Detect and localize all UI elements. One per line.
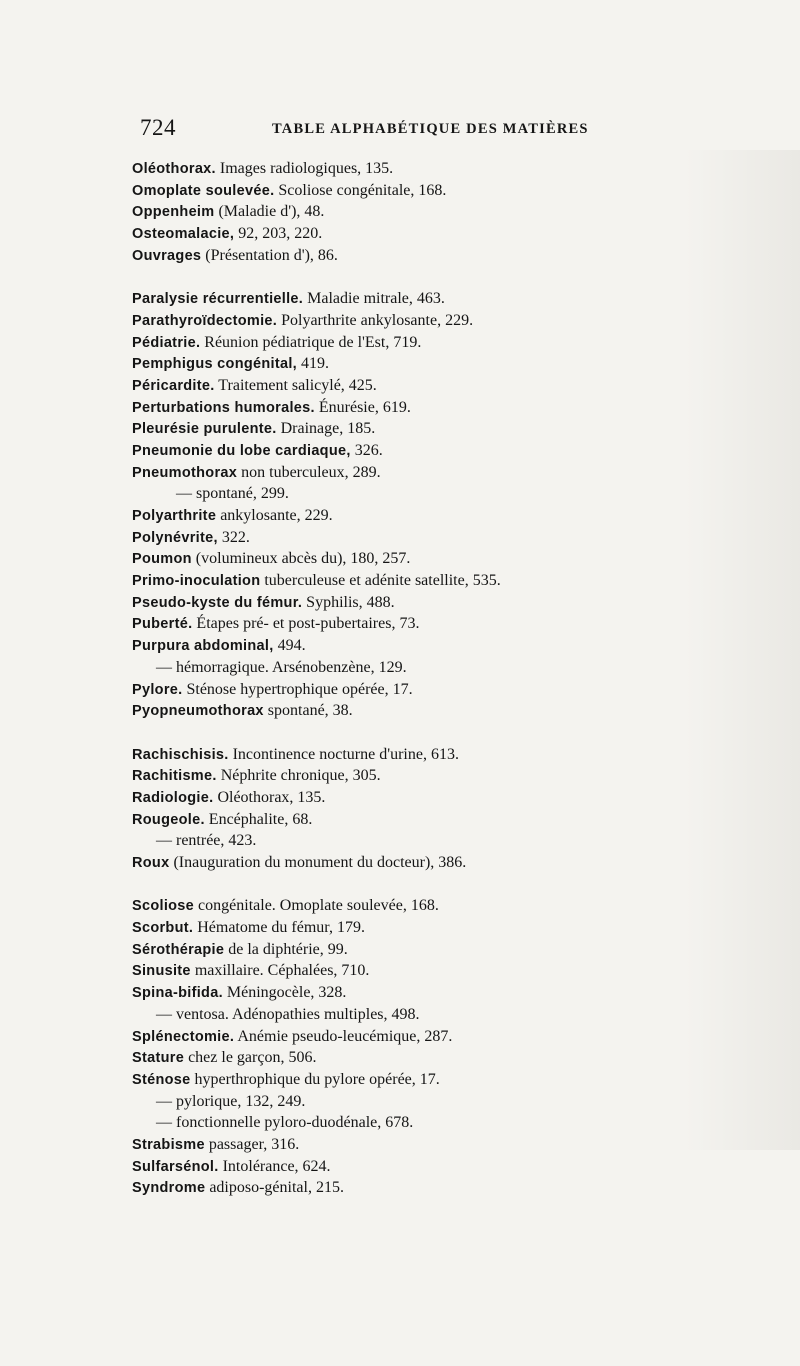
index-entry (132, 657, 772, 679)
entry-term: Stature (132, 1050, 185, 1067)
entry-text: Méningocèle, 328. (222, 984, 347, 1002)
entry-term: Osteomalacie, (132, 226, 235, 243)
entry-text: tuberculeuse et adénite satellite, 535. (260, 572, 501, 590)
entry-text: 322. (217, 528, 250, 546)
running-title: TABLE ALPHABÉTIQUE DES MATIÈRES (272, 121, 589, 137)
entry-text: — ventosa. Adénopathies multiples, 498. (156, 1005, 420, 1023)
index-entry (132, 288, 772, 310)
index-entry (132, 505, 772, 527)
section-gap (132, 722, 772, 744)
entry-text: Drainage, 185. (276, 420, 376, 438)
entry-text: Intolérance, 624. (218, 1157, 331, 1175)
entry-term: Oléothorax. (132, 161, 216, 177)
index-entry (132, 418, 772, 440)
index-entry (132, 809, 772, 831)
index-entry (132, 1177, 772, 1199)
index-entry (132, 852, 772, 874)
index-entry (132, 201, 772, 223)
entry-term: Parathyroïdectomie. (132, 312, 278, 329)
index-entry (132, 1004, 772, 1026)
index-entry (132, 180, 772, 202)
index-entry (132, 982, 772, 1004)
entry-text: — rentrée, 423. (156, 832, 257, 850)
entry-term: Poumon (132, 551, 192, 568)
entry-text: 419. (297, 355, 330, 373)
entry-text: Néphrite chronique, 305. (216, 767, 381, 785)
index-entry (132, 1112, 772, 1134)
index-entry (132, 223, 772, 245)
entry-text: — fonctionnelle pyloro-duodénale, 678. (156, 1114, 414, 1132)
entry-text: congénitale. Omoplate soulevée, 168. (194, 897, 439, 915)
entry-term: Pylore. (132, 681, 183, 698)
entry-text: spontané, 38. (263, 702, 353, 720)
entry-term: Purpura abdominal, (132, 638, 274, 655)
entry-text: Encéphalite, 68. (204, 810, 313, 828)
entry-term: Polyarthrite (132, 508, 217, 524)
index-entry (132, 787, 772, 809)
entry-term: Pneumonie du lobe cardiaque, (132, 442, 351, 459)
index-entry (132, 635, 772, 657)
entry-text: Oléothorax, 135. (213, 788, 326, 806)
entry-text: maxillaire. Céphalées, 710. (190, 962, 370, 980)
entry-text: Hématome du fémur, 179. (193, 919, 365, 937)
index-entry (132, 310, 772, 332)
entry-term: Splénectomie. (132, 1028, 235, 1045)
entry-text: (Présentation d'), 86. (201, 246, 338, 264)
index-entry (132, 895, 772, 917)
entry-term: Pyopneumothorax (132, 703, 264, 720)
index-entry (132, 917, 772, 939)
index-entry (132, 830, 772, 852)
entry-term: Puberté. (132, 616, 193, 633)
entry-text: Traitement salicylé, 425. (214, 376, 377, 394)
index-entry (132, 939, 772, 961)
entry-text: passager, 316. (204, 1135, 300, 1153)
entry-text: Incontinence nocturne d'urine, 613. (228, 745, 459, 763)
page-header (0, 115, 800, 145)
entry-text: Scoliose congénitale, 168. (274, 181, 447, 199)
index-entry (132, 1134, 772, 1156)
index-entry (132, 397, 772, 419)
entry-term: Primo-inoculation (132, 573, 261, 590)
entry-text: adiposo-génital, 215. (205, 1179, 344, 1197)
index-entry (132, 570, 772, 592)
page-number: 724 (140, 115, 176, 140)
entry-text: Anémie pseudo-leucémique, 287. (234, 1027, 453, 1045)
entry-term: Sinusite (132, 963, 191, 980)
index-entry (132, 375, 772, 397)
entry-text: ankylosante, 229. (216, 507, 333, 524)
entry-text: hyperthrophique du pylore opérée, 17. (190, 1070, 440, 1088)
index-entry (132, 592, 772, 614)
entry-term: Radiologie. (132, 789, 214, 806)
index-entry (132, 332, 772, 354)
index-entry (132, 679, 772, 701)
entry-text: Étapes pré- et post-pubertaires, 73. (192, 615, 420, 633)
index-entry (132, 960, 772, 982)
entry-text: 92, 203, 220. (234, 225, 323, 243)
entry-term: Rougeole. (132, 811, 205, 828)
entry-term: Sténose (132, 1071, 191, 1088)
index-entry (132, 158, 772, 180)
index-entry (132, 353, 772, 375)
index-entry (132, 1156, 772, 1178)
entry-text: — spontané, 299. (176, 485, 289, 503)
entry-term: Perturbations humorales. (132, 399, 315, 416)
entry-text: (volumineux abcès du), 180, 257. (191, 550, 411, 568)
index-entry (132, 527, 772, 549)
index-entries (132, 158, 772, 1199)
entry-text: Maladie mitrale, 463. (303, 290, 445, 308)
entry-term: Pseudo-kyste du fémur. (132, 594, 303, 611)
entry-term: Pneumothorax (132, 464, 238, 481)
entry-term: Rachischisis. (132, 746, 229, 763)
entry-term: Scoliose (132, 898, 195, 915)
entry-text: non tuberculeux, 289. (237, 463, 381, 481)
entry-term: Omoplate soulevée. (132, 182, 275, 199)
index-entry (132, 765, 772, 787)
index-entry (132, 245, 772, 267)
entry-text: Syphilis, 488. (302, 593, 395, 611)
entry-text: (Maladie d'), 48. (214, 203, 325, 221)
entry-text: 494. (273, 637, 306, 655)
entry-term: Pemphigus congénital, (132, 356, 298, 373)
index-entry (132, 744, 772, 766)
entry-text: (Inauguration du monument du docteur), 386. (169, 854, 467, 871)
entry-term: Paralysie récurrentielle. (132, 291, 304, 308)
entry-term: Oppenheim (132, 204, 215, 221)
entry-term: Polynévrite, (132, 529, 218, 546)
index-entry (132, 1069, 772, 1091)
entry-term: Ouvrages (132, 247, 202, 264)
entry-text: 326. (350, 441, 383, 459)
section-gap (132, 266, 772, 288)
entry-text: — pylorique, 132, 249. (156, 1092, 306, 1110)
entry-text: Sténose hypertrophique opérée, 17. (182, 680, 413, 698)
entry-text: Polyarthrite ankylosante, 229. (277, 311, 474, 329)
index-entry (132, 548, 772, 570)
index-entry (132, 700, 772, 722)
entry-term: Sérothérapie (132, 941, 225, 958)
entry-term: Pédiatrie. (132, 334, 201, 351)
entry-text: Énurésie, 619. (314, 398, 411, 416)
entry-term: Péricardite. (132, 377, 215, 394)
entry-term: Spina-bifida. (132, 985, 223, 1002)
entry-term: Scorbut. (132, 920, 194, 937)
index-entry (132, 1026, 772, 1048)
entry-text: Réunion pédiatrique de l'Est, 719. (200, 333, 422, 351)
entry-text: de la diphtérie, 99. (224, 940, 348, 958)
entry-term: Strabisme (132, 1136, 205, 1153)
entry-term: Syndrome (132, 1180, 206, 1197)
entry-text: chez le garçon, 506. (184, 1049, 317, 1067)
entry-term: Rachitisme. (132, 768, 217, 785)
entry-term: Sulfarsénol. (132, 1158, 219, 1175)
entry-text: — hémorragique. Arsénobenzène, 129. (156, 658, 407, 676)
entry-text: Images radiologiques, 135. (215, 160, 394, 177)
entry-term: Pleurésie purulente. (132, 421, 277, 438)
index-entry (132, 462, 772, 484)
index-entry (132, 483, 772, 505)
index-entry (132, 613, 772, 635)
index-entry (132, 1047, 772, 1069)
section-gap (132, 874, 772, 896)
entry-term: Roux (132, 855, 170, 871)
index-entry (132, 1091, 772, 1113)
index-entry (132, 440, 772, 462)
